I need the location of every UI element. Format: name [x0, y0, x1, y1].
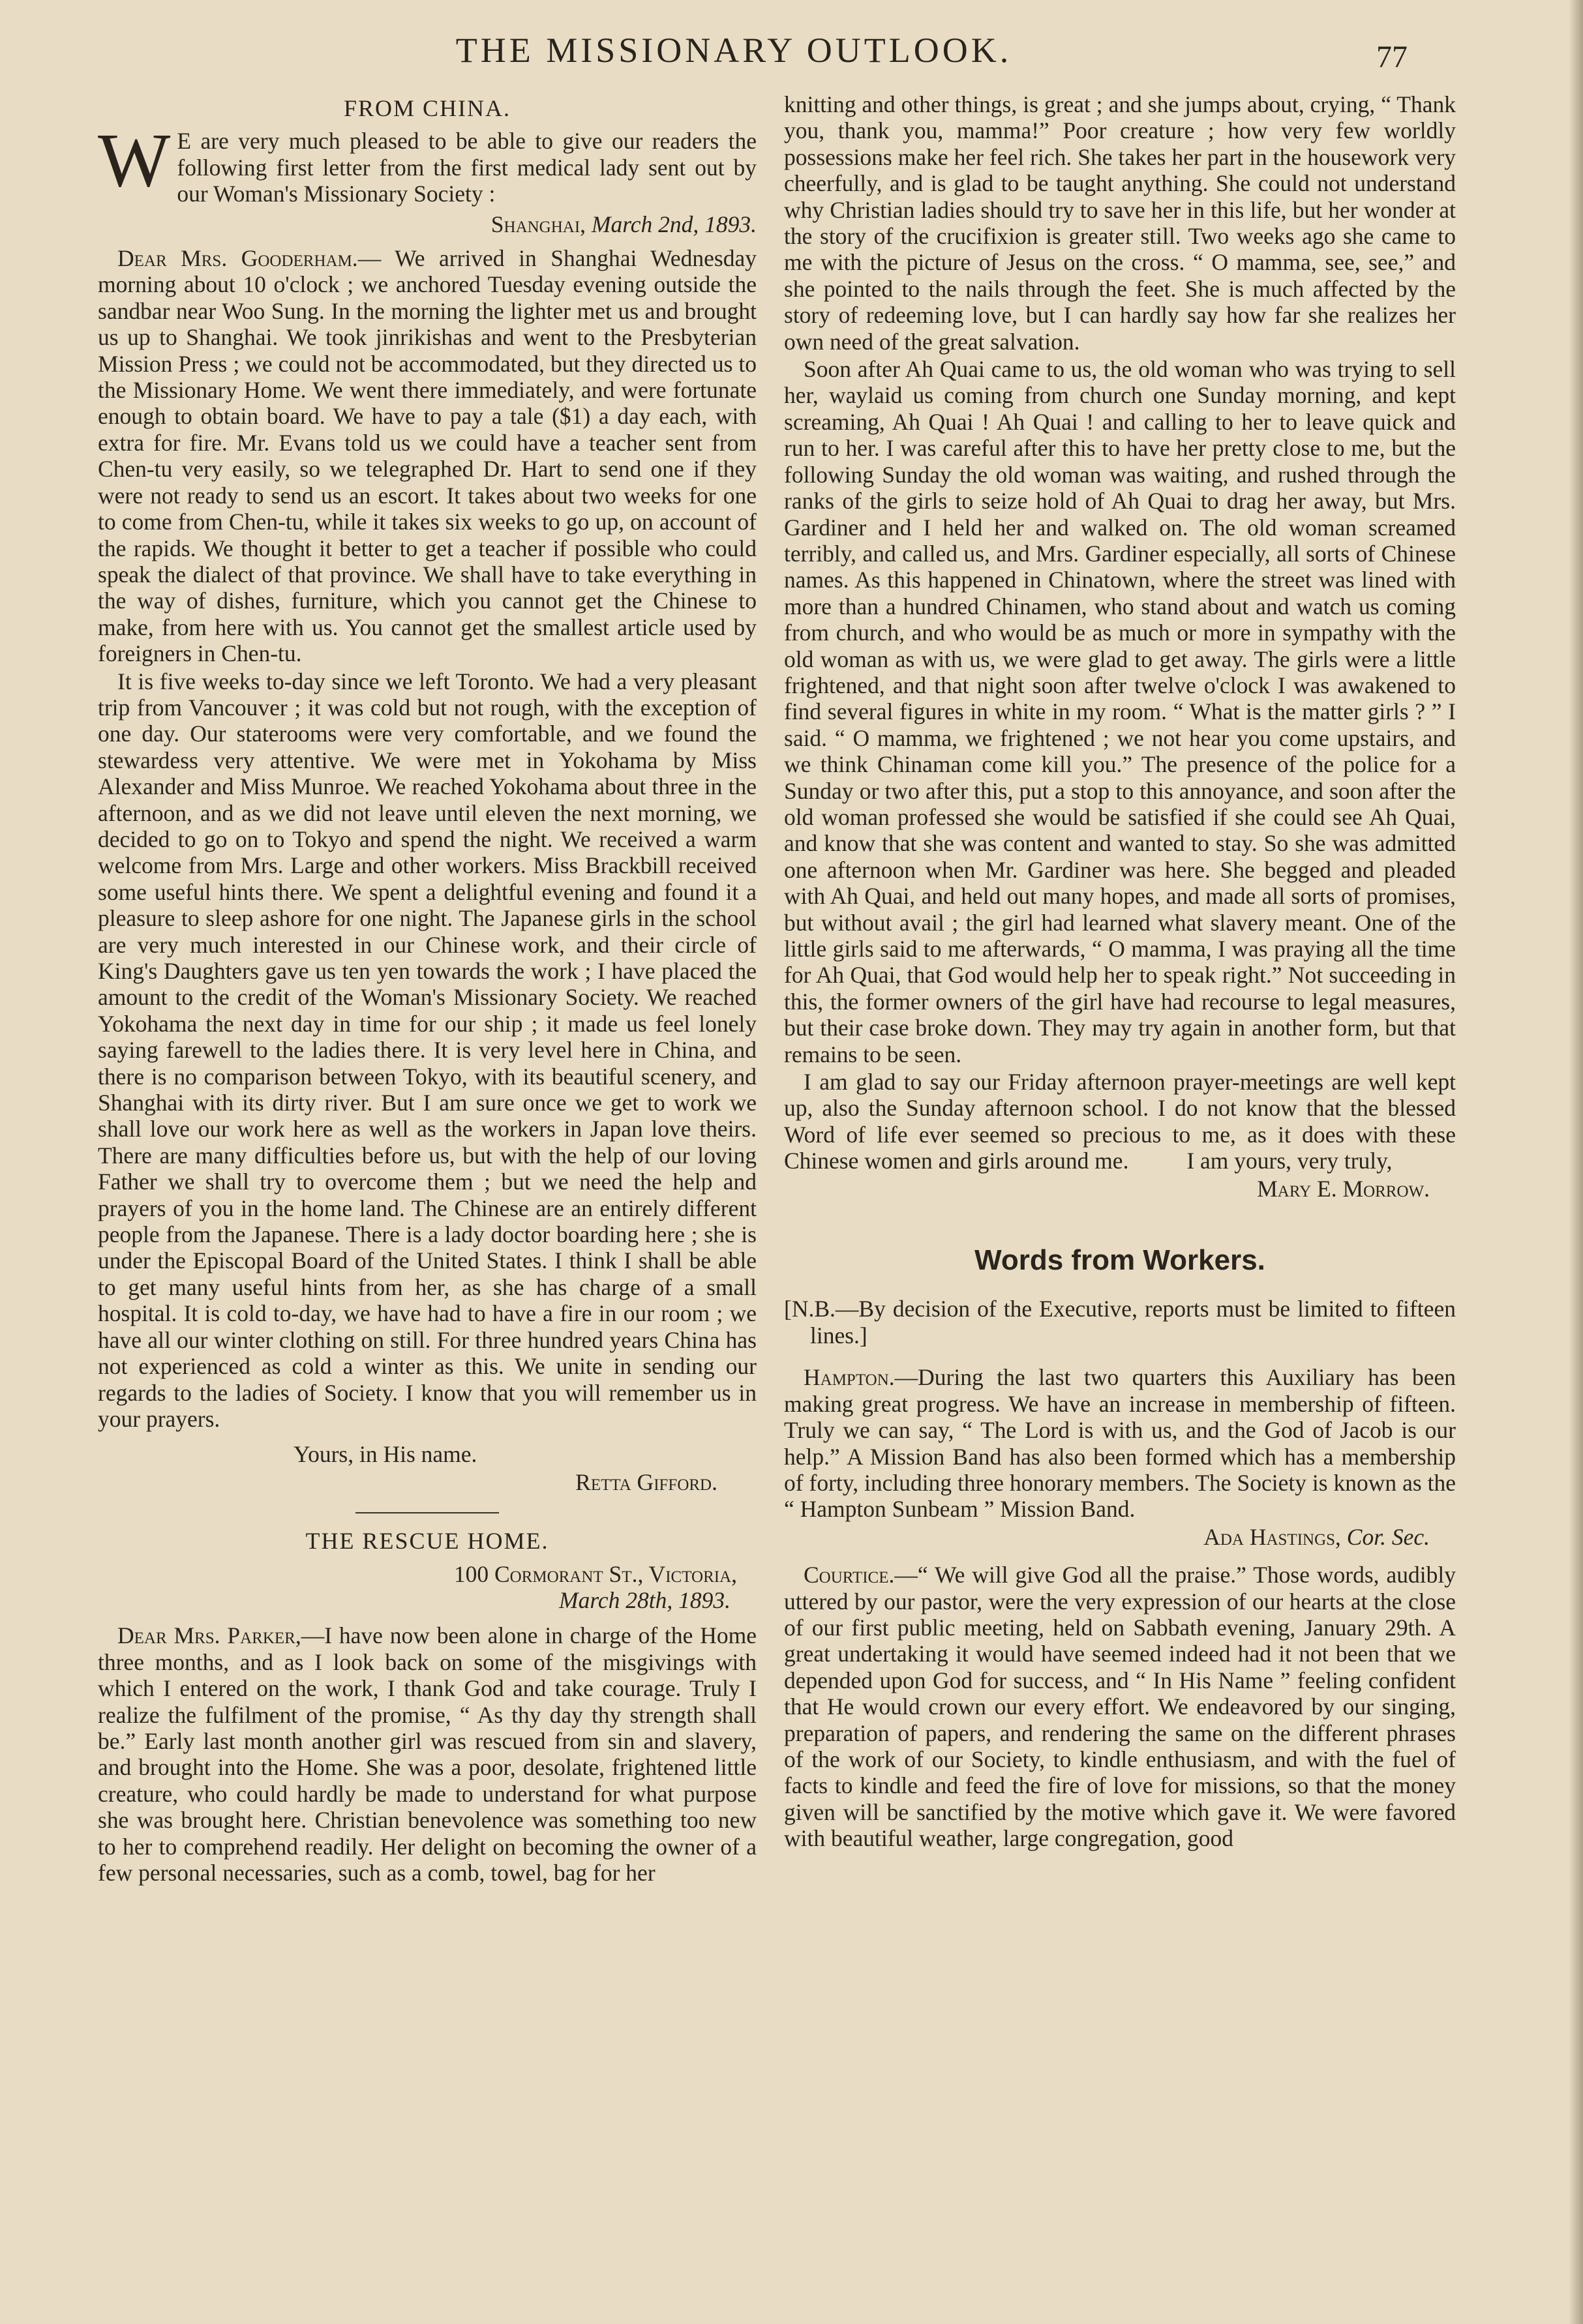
report-place: Courtice. [804, 1562, 895, 1588]
letter-signature: Mary E. Morrow. [1257, 1175, 1430, 1202]
letter-paragraph [784, 1069, 1456, 1174]
right-column [784, 91, 1456, 1853]
section-heading-words-from-workers: Words from Workers. [974, 1244, 1265, 1277]
letter-signature: Retta Gifford. [575, 1468, 717, 1495]
article-intro [98, 117, 757, 207]
section-divider [355, 1512, 499, 1513]
drop-cap: W [98, 117, 171, 203]
report-place: Hampton. [804, 1364, 895, 1391]
letter-paragraph: It is five weeks to-day since we left Toronto. We had a very pleasant trip from Vancouver ; it was cold but not rough, with the exception of one day. Our staterooms were very comfortable, and we found the stewardess very attentive. We were met in Yokohama by Miss Alexander and Miss Munroe. We reached Yokohama about three in the afternoon, and as we did not leave until eleven the next morning, we decided to go on to Tokyo and spend the night. We received a warm welcome from Mrs. Large and other workers. Miss Brackbill received some useful hints there. We spent a delightful evening and found it a pleasure to sleep ashore for one night. The Japanese girls in the school are very much interested in our Chinese work, and their circle of King's Daughters gave us ten yen towards the work ; I have placed the amount to the credit of the Woman's Missionary Society. We reached Yokohama the next day in time for our ship ; it made us feel lonely saying farewell to the ladies there. It is very level here in China, and there is no comparison between Tokyo, with its beautiful scenery, and Shanghai with its dirty river. But I am sure once we get to work we shall love our work here as well as the workers in Japan love theirs. There are many difficulties before us, but with the help of our loving Father we shall try to overcome them ; but we need the help and prayers of you in the home land. The Chinese are an entirely different people from the Japanese. There is a lady doctor boarding here ; she is under the Episcopal Board of the United States. I think I shall be able to get many useful hints from her, as she has charge of a small hospital. It is cold to-day, we have had to have a fire in our room ; we have all our winter clothing on still. For three hundred years China has not experienced as cold a winter as this. We unite in sending our regards to the ladies of Society. I know that you will remember us in your prayers. [98, 668, 757, 1432]
paragraph-text: — We arrived in Shanghai Wednesday morning about 10 o'clock ; we anchored Tuesday evening outside the sandbar near Woo Sung. In the morning the lighter met us and brought us up to Shanghai. We took jinrikishas and went to the Presbyterian Mission Press ; we could not be accommodated, but they directed us to the Missionary Home. We went there immediately, and were fortunate enough to obtain board. We have to pay a tale ($1) a day each, with extra for fire. Mr. Evans told us we could have a teacher sent from Chen-tu very easily, so we telegraphed Dr. Hart to send one if they were not ready to send us an escort. It takes about two weeks for one to come from Chen-tu, while it takes six weeks to go up, on account of the rapids. We thought it better to get a teacher if possible who could speak the dialect of that province. We shall have to take everything in the way of dishes, furniture, which you cannot get the Chinese to make, from here with us. You cannot get the smallest article used by foreigners in Chen-tu. [98, 245, 757, 667]
dateline-date: March 2nd, 1893. [591, 211, 757, 237]
paragraph-text: —I have now been alone in charge of the Home three months, and as I look back on some of the misgivings with which I entered on the work, I thank God and take courage. Truly I realize the fulfilment of the promise, “ As thy day thy strength shall be.” Early last month another girl was rescued from sin and slavery, and brought into the Home. She was a poor, desolate, frightened little creature, who could hardly be made to understand for what purpose she was brought here. Christian benevolence was something too new to her to comprehend readily. Her delight on becoming the owner of a few personal necessaries, such as a comb, towel, bag for her [98, 1622, 757, 1886]
letter-salutation: Dear Mrs. Gooderham. [117, 245, 358, 272]
report-signature: Ada Hastings, Cor. Sec. [1203, 1523, 1430, 1550]
publication-title: THE MISSIONARY OUTLOOK. [455, 31, 1012, 70]
report-text: —During the last two quarters this Auxiliary has been making great progress. We have an increase in membership of fifteen. Truly we can say, “ The Lord is with us, and the God of Jacob is our help.” A Mission Band has also been formed which has a membership of forty, including three honorary members. The Society is known as the “ Hampton Sunbeam ” Mission Band. [784, 1364, 1456, 1523]
article-heading-from-china: FROM CHINA. [343, 95, 511, 121]
page-edge-shadow [1569, 0, 1583, 2324]
letter-date: March 28th, 1893. [559, 1587, 731, 1613]
letter-paragraph [98, 1622, 757, 1886]
letter-salutation: Dear Mrs. Parker, [117, 1622, 301, 1649]
left-column [98, 91, 757, 1887]
letter-paragraph: Soon after Ah Quai came to us, the old woman who was trying to sell her, waylaid us coming from church one Sunday morning, and kept screaming, Ah Quai ! Ah Quai ! and calling to her to leave quick and run to her. I was careful after this to have her pretty close to me, but the following Sunday the old woman was waiting, and rushed through the ranks of the girls to seize hold of Ah Quai to drag her away, but Mrs. Gardiner and I held her and walked on. The old woman screamed terribly, and called us, and Mrs. Gardiner especially, all sorts of Chinese names. As this happened in Chinatown, where the street was lined with more than a hundred Chinamen, who stand about and watch us coming from church, and who would be as much or more in sympathy with the old woman as with us, we were glad to get away. The girls were a little frightened, and that night soon after twelve o'clock I was awakened to find several figures in white in my room. “ What is the matter girls ? ” I said. “ O mamma, we frightened ; we not hear you come upstairs, and we think Chinaman come kill you.” The presence of the police for a Sunday or two after this, put a stop to this annoyance, and soon after the old woman professed she would be satisfied if she could see Ah Quai, and know that she was content and wanted to stay. So she was admitted one afternoon when Mr. Gardiner was here. She begged and pleaded with Ah Quai, and held out many hopes, and made all sorts of promises, but without avail ; the girl had learned what slavery meant. One of the little girls said to me afterwards, “ O mamma, I was praying all the time for Ah Quai, that God would help her to speak right.” Not succeeding in this, the former owners of the girl have had recourse to legal measures, but their case broke down. They may try again in another form, but that remains to be seen. [784, 356, 1456, 1067]
page-number: 77 [1376, 40, 1408, 74]
letter-paragraph: knitting and other things, is great ; and she jumps about, crying, “ Thank you, thank you, mamma!” Poor creature ; how very few worldly possessions make her feel rich. She takes her part in the housework very cheerfully, and is glad to be taught anything. She could not understand why Christian ladies should try to save her in this life, but her wonder at the story of the crucifixion is greater still. Two weeks ago she came to me with the picture of Jesus on the cross. “ O mamma, see, see,” and she pointed to the nails through the feet. She is much affected by the story of redeeming love, but I can hardly say how far she realizes her own need of the great salvation. [784, 91, 1456, 355]
editorial-note: [N.B.—By decision of the Executive, reports must be limited to fifteen lines.] [784, 1296, 1456, 1348]
report-paragraph [784, 1364, 1456, 1522]
article-heading-rescue-home: THE RESCUE HOME. [305, 1528, 549, 1555]
letter-closing: Yours, in His name. [294, 1441, 477, 1468]
letter-closing: I am yours, very truly, [1186, 1148, 1393, 1174]
intro-text: E are very much pleased to be able to give our readers the following first letter from the first medical lady sent out by our Woman's Missionary Society : [177, 128, 757, 207]
report-text: —“ We will give God all the praise.” Those words, audibly uttered by our pastor, were the very expression of our hearts at the close of our first public meeting, held on Sabbath evening, January 29th. A great undertaking it would have seemed indeed had it not been that we depended upon God for success, and “ In His Name ” feeling confident that He would crown our every effort. We endeavored by our singing, preparation of papers, and rendering the same on the different phrases of the work of our Society, to kindle enthusiasm, and with the fuel of facts to kindle and feed the fire of love for missions, so that the money given will be sanctified by the motive which gave it. We were favored with beautiful weather, large congregation, good [784, 1562, 1456, 1852]
paragraph-text: I am glad to say our Friday afternoon prayer-meetings are well kept up, also the Sunday afternoon school. I do not know that the blessed Word of life ever seemed so precious to me, as it does with these Chinese women and girls around me. [784, 1069, 1456, 1174]
letter-dateline [98, 211, 757, 237]
running-head [0, 27, 1583, 73]
letter-paragraph [98, 245, 757, 667]
dateline-place: Shanghai, [490, 211, 586, 237]
letter-address: 100 Cormorant St., Victoria, [453, 1560, 737, 1587]
report-paragraph [784, 1562, 1456, 1851]
